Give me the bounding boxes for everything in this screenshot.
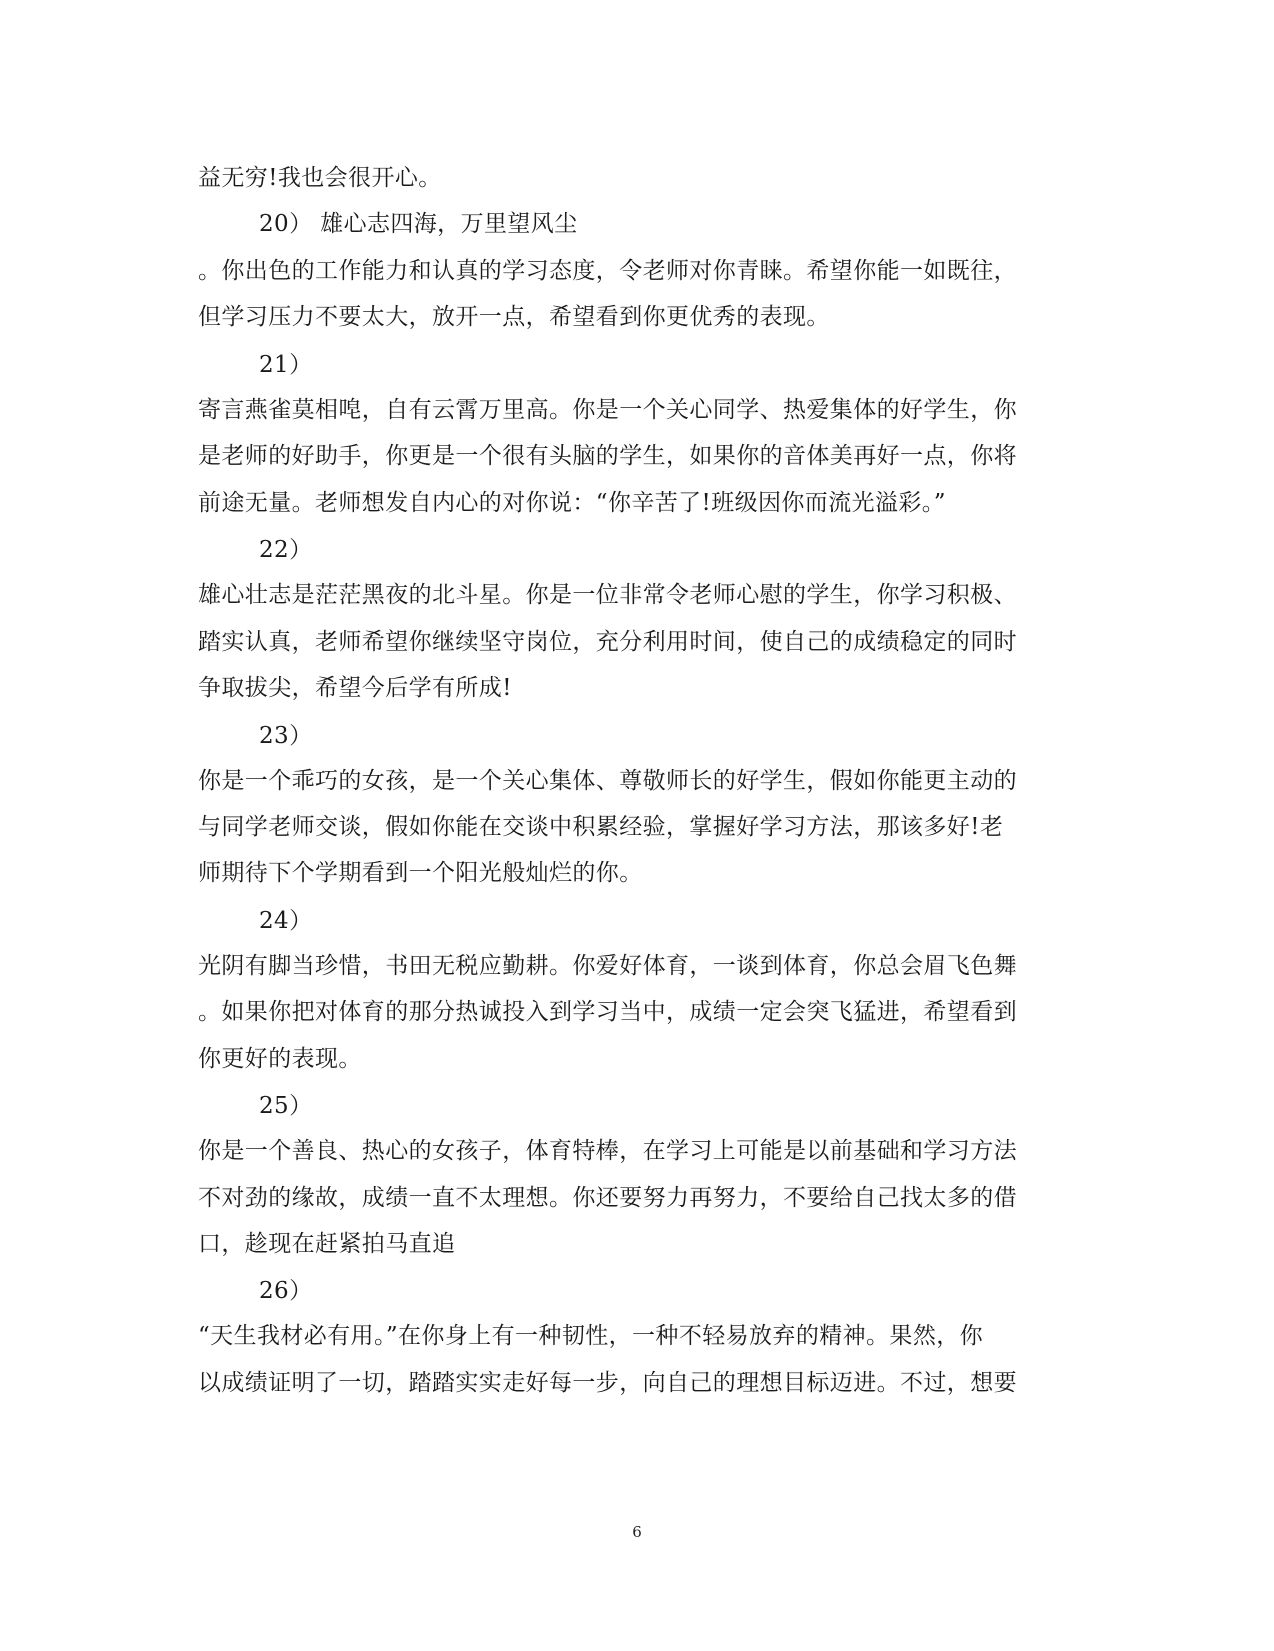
text-line: 是老师的好助手，你更是一个很有头脑的学生，如果你的音体美再好一点，你将: [198, 443, 1017, 469]
item-number-22: 22）: [259, 537, 313, 563]
text-line: 前途无量。老师想发自内心的对你说：“你辛苦了!班级因你而流光溢彩。”: [198, 490, 946, 516]
text-line: 光阴有脚当珍惜，书田无税应勤耕。你爱好体育，一谈到体育，你总会眉飞色舞: [198, 953, 1017, 979]
text-line: 争取拔尖，希望今后学有所成!: [198, 675, 512, 701]
item-number-24: 24）: [259, 908, 313, 934]
text-line: 寄言燕雀莫相唣，自有云霄万里高。你是一个关心同学、热爱集体的好学生，你: [198, 397, 1017, 423]
text-line: 。如果你把对体育的那分热诚投入到学习当中，成绩一定会突飞猛进，希望看到: [198, 999, 1017, 1025]
page-number: 6: [632, 1523, 642, 1541]
text-line: 以成绩证明了一切，踏踏实实走好每一步，向自己的理想目标迈进。不过，想要: [198, 1370, 1017, 1396]
text-line: 与同学老师交谈，假如你能在交谈中积累经验，掌握好学习方法，那该多好!老: [198, 814, 1004, 840]
text-line: 但学习压力不要太大，放开一点，希望看到你更优秀的表现。: [198, 304, 830, 330]
text-line: 你更好的表现。: [198, 1046, 362, 1072]
item-number-26: 26）: [259, 1278, 313, 1304]
item-heading-20: 20） 雄心志四海，万里望风尘: [259, 211, 578, 237]
item-number-25: 25）: [259, 1093, 313, 1119]
text-line: “天生我材必有用。”在你身上有一种韧性，一种不轻易放弃的精神。果然，你: [198, 1323, 984, 1349]
text-line: 不对劲的缘故，成绩一直不太理想。你还要努力再努力，不要给自己找太多的借: [198, 1185, 1017, 1211]
text-line: 师期待下个学期看到一个阳光般灿烂的你。: [198, 860, 643, 886]
text-line: 你是一个善良、热心的女孩子，体育特棒，在学习上可能是以前基础和学习方法: [198, 1138, 1017, 1164]
text-line: 你是一个乖巧的女孩，是一个关心集体、尊敬师长的好学生，假如你能更主动的: [198, 768, 1017, 794]
text-line: 雄心壮志是茫茫黑夜的北斗星。你是一位非常令老师心慰的学生，你学习积极、: [198, 582, 1017, 608]
text-line: 踏实认真，老师希望你继续坚守岗位，充分利用时间，使自己的成绩稳定的同时: [198, 629, 1017, 655]
text-line: 。你出色的工作能力和认真的学习态度，令老师对你青睐。希望你能一如既往，: [198, 258, 1017, 284]
item-number-23: 23）: [259, 723, 313, 749]
text-line: 益无穷!我也会很开心。: [198, 165, 442, 191]
item-number-21: 21）: [259, 352, 313, 378]
text-line: 口，趁现在赶紧拍马直追: [198, 1231, 456, 1257]
